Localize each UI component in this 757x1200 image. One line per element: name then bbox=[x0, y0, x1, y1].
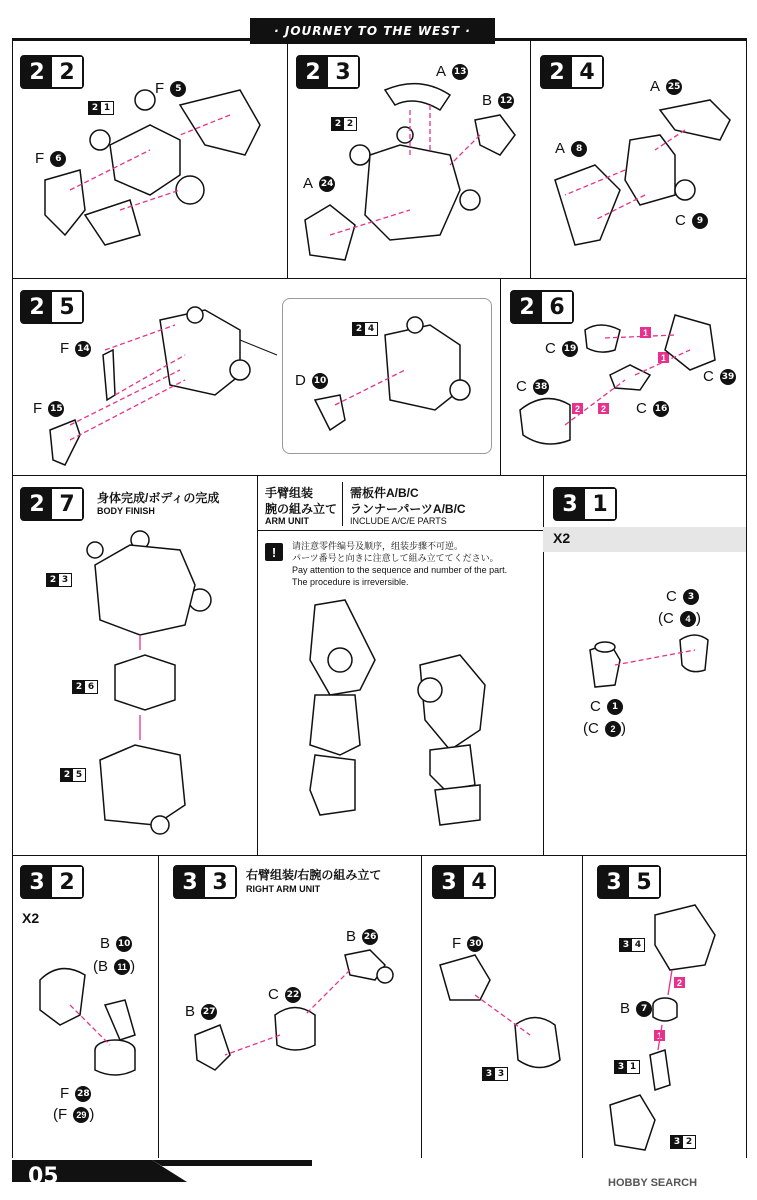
arm-title-jp: 腕の組み立て bbox=[265, 502, 338, 516]
warning-icon: ! bbox=[265, 543, 283, 561]
part-number: 7 bbox=[636, 1001, 652, 1017]
divider bbox=[12, 38, 13, 1158]
step-digit: 3 bbox=[175, 867, 205, 897]
quantity-x2: X2 bbox=[22, 910, 40, 926]
part-number: 26 bbox=[362, 929, 378, 945]
divider bbox=[158, 855, 159, 1158]
part-number: 4 bbox=[680, 611, 696, 627]
part-letter: A bbox=[436, 63, 447, 80]
part-label-f28 bbox=[60, 1085, 91, 1102]
part-letter: D bbox=[295, 372, 306, 389]
step-digit: 2 bbox=[22, 57, 52, 87]
part-number: 27 bbox=[201, 1004, 217, 1020]
ref-digit: 2 bbox=[332, 118, 344, 130]
part-letter: C bbox=[666, 588, 677, 605]
part-number: 3 bbox=[683, 589, 699, 605]
part-number: 10 bbox=[116, 936, 132, 952]
step-27-title: 身体完成/ボディの完成 bbox=[97, 491, 220, 505]
part-number: 24 bbox=[319, 176, 335, 192]
paren-close: ) bbox=[696, 610, 701, 627]
step-32-illustration bbox=[30, 960, 155, 1080]
part-letter: B bbox=[100, 935, 111, 952]
ref-digit: 3 bbox=[620, 939, 632, 951]
part-letter: A bbox=[650, 78, 661, 95]
part-letter: (B bbox=[93, 958, 108, 975]
part-letter: F bbox=[35, 150, 45, 167]
step-27-subtitle: BODY FINISH bbox=[97, 506, 155, 516]
step-digit: 3 bbox=[555, 489, 585, 519]
part-letter: C bbox=[516, 378, 527, 395]
part-number: 12 bbox=[498, 93, 514, 109]
step-digit: 7 bbox=[52, 489, 82, 519]
part-label-a25 bbox=[650, 78, 682, 95]
divider bbox=[421, 855, 422, 1158]
part-number: 6 bbox=[50, 151, 66, 167]
step-24-illustration bbox=[545, 95, 740, 260]
part-letter: (F bbox=[53, 1106, 68, 1123]
part-number: 1 bbox=[607, 699, 623, 715]
arm-need-jp: ランナーパーツA/B/C bbox=[350, 502, 466, 516]
part-number: 19 bbox=[562, 341, 578, 357]
step-35-badge bbox=[597, 865, 661, 899]
hobby-search-logo: HOBBY SEARCH bbox=[608, 1177, 698, 1189]
divider bbox=[530, 41, 531, 278]
part-letter: F bbox=[60, 1085, 70, 1102]
step-22-illustration bbox=[30, 85, 280, 255]
part-letter: B bbox=[185, 1003, 196, 1020]
order-marker: 2 bbox=[598, 403, 609, 414]
part-number: 39 bbox=[720, 369, 736, 385]
step-digit: 2 bbox=[22, 292, 52, 322]
detail-illustration bbox=[310, 310, 480, 440]
order-marker: 1 bbox=[654, 1030, 665, 1041]
part-number: 15 bbox=[48, 401, 64, 417]
part-number: 29 bbox=[73, 1107, 89, 1123]
ref-digit: 2 bbox=[353, 323, 365, 335]
arm-illustration bbox=[300, 600, 500, 835]
step-25-illustration bbox=[45, 300, 285, 470]
arm-title-cn: 手臂组装 bbox=[265, 486, 314, 500]
step-digit: 3 bbox=[205, 867, 235, 897]
arm-notice-en1: Pay attention to the sequence and number of the part. bbox=[292, 565, 508, 575]
step-24-badge bbox=[540, 55, 604, 89]
step-33-title: 右臂组装/右腕の組み立て bbox=[246, 868, 382, 882]
paren-close: ) bbox=[89, 1106, 95, 1123]
arm-need-en: INCLUDE A/C/E PARTS bbox=[350, 516, 447, 526]
step-27-illustration bbox=[85, 525, 215, 850]
part-number: 8 bbox=[571, 141, 587, 157]
step-digit: 4 bbox=[464, 867, 494, 897]
step-digit: 2 bbox=[52, 57, 82, 87]
ref-digit: 2 bbox=[89, 102, 101, 114]
step-31-badge bbox=[553, 487, 617, 521]
header-title: · JOURNEY TO THE WEST · bbox=[250, 18, 495, 44]
divider bbox=[12, 855, 747, 856]
order-marker: 2 bbox=[674, 977, 685, 988]
part-label-b10 bbox=[100, 935, 132, 952]
step-22-badge bbox=[20, 55, 84, 89]
step-digit: 2 bbox=[52, 867, 82, 897]
step-33-badge bbox=[173, 865, 237, 899]
divider bbox=[257, 475, 258, 855]
step-27-badge bbox=[20, 487, 84, 521]
part-number: 10 bbox=[312, 373, 328, 389]
divider bbox=[500, 278, 501, 475]
step-33-illustration bbox=[185, 945, 415, 1085]
divider bbox=[12, 278, 747, 279]
step-ref-23 bbox=[46, 573, 72, 587]
step-32-badge bbox=[20, 865, 84, 899]
step-digit: 4 bbox=[572, 57, 602, 87]
part-number: 2 bbox=[605, 721, 621, 737]
arm-notice-en2: The procedure is irreversible. bbox=[292, 577, 409, 587]
step-digit: 2 bbox=[298, 57, 328, 87]
part-letter: C bbox=[590, 698, 601, 715]
step-34-illustration bbox=[430, 955, 580, 1095]
divider bbox=[582, 855, 583, 1158]
part-number: 13 bbox=[452, 64, 468, 80]
step-ref-25 bbox=[60, 768, 86, 782]
divider bbox=[258, 530, 543, 531]
part-letter: B bbox=[620, 1000, 631, 1017]
part-label-b26 bbox=[346, 928, 378, 945]
part-number: 11 bbox=[114, 959, 130, 975]
part-letter: C bbox=[268, 986, 279, 1003]
arm-notice-cn: 请注意零件编号及顺序，组装步骤不可逆。 bbox=[292, 541, 464, 551]
step-digit: 2 bbox=[542, 57, 572, 87]
part-number: 25 bbox=[666, 79, 682, 95]
ref-digit: 2 bbox=[685, 1137, 693, 1147]
step-digit: 3 bbox=[599, 867, 629, 897]
part-number: 9 bbox=[692, 213, 708, 229]
part-number: 38 bbox=[533, 379, 549, 395]
part-number: 16 bbox=[653, 401, 669, 417]
ref-digit: 4 bbox=[634, 940, 642, 950]
ref-digit: 3 bbox=[671, 1136, 683, 1148]
divider bbox=[342, 482, 343, 526]
arm-title-en: ARM UNIT bbox=[265, 516, 309, 526]
ref-digit: 5 bbox=[75, 770, 83, 780]
part-label-f30 bbox=[452, 935, 483, 952]
part-letter: (C bbox=[583, 720, 599, 737]
step-digit: 1 bbox=[585, 489, 615, 519]
part-letter: F bbox=[155, 80, 165, 97]
ref-digit: 3 bbox=[483, 1068, 495, 1080]
step-digit: 3 bbox=[434, 867, 464, 897]
divider bbox=[746, 38, 747, 1158]
page-number: 05 bbox=[28, 1164, 59, 1189]
ref-digit: 2 bbox=[73, 681, 85, 693]
ref-digit: 3 bbox=[61, 575, 69, 585]
paren-close: ) bbox=[130, 958, 136, 975]
order-marker: 2 bbox=[572, 403, 583, 414]
part-number: 14 bbox=[75, 341, 91, 357]
part-letter: C bbox=[545, 340, 556, 357]
order-marker: 1 bbox=[658, 352, 669, 363]
step-digit: 2 bbox=[22, 489, 52, 519]
part-letter: B bbox=[346, 928, 357, 945]
part-label-c1 bbox=[590, 698, 623, 715]
part-letter: F bbox=[60, 340, 70, 357]
part-letter: C bbox=[703, 368, 714, 385]
step-23-illustration bbox=[300, 75, 525, 265]
step-33-subtitle: RIGHT ARM UNIT bbox=[246, 884, 321, 894]
step-digit: 5 bbox=[629, 867, 659, 897]
part-letter: C bbox=[675, 212, 686, 229]
step-digit: 6 bbox=[542, 292, 572, 322]
ref-digit: 1 bbox=[629, 1062, 637, 1072]
order-marker: 1 bbox=[640, 327, 651, 338]
part-letter: (C bbox=[658, 610, 674, 627]
step-digit: 3 bbox=[22, 867, 52, 897]
arm-need-cn: 需板件A/B/C bbox=[350, 486, 419, 500]
part-number: 30 bbox=[467, 936, 483, 952]
part-number: 22 bbox=[285, 987, 301, 1003]
ref-digit: 3 bbox=[497, 1069, 505, 1079]
step-35-illustration bbox=[600, 905, 740, 1155]
part-label-c2 bbox=[583, 720, 626, 737]
part-label-c3 bbox=[666, 588, 699, 605]
ref-digit: 6 bbox=[87, 682, 95, 692]
part-letter: F bbox=[33, 400, 43, 417]
ref-digit: 2 bbox=[346, 119, 354, 129]
step-26-illustration bbox=[515, 310, 740, 460]
ref-digit: 2 bbox=[61, 769, 73, 781]
arm-notice-jp: パーツ番号と向きに注意して組み立ててください。 bbox=[292, 553, 499, 563]
part-number: 5 bbox=[170, 81, 186, 97]
ref-digit: 1 bbox=[103, 103, 111, 113]
part-letter: A bbox=[303, 175, 314, 192]
ref-digit: 3 bbox=[615, 1061, 627, 1073]
part-letter: A bbox=[555, 140, 566, 157]
step-34-badge bbox=[432, 865, 496, 899]
step-digit: 3 bbox=[328, 57, 358, 87]
ref-digit: 2 bbox=[47, 574, 59, 586]
part-letter: B bbox=[482, 92, 493, 109]
part-letter: F bbox=[452, 935, 462, 952]
x2-banner bbox=[543, 527, 746, 552]
divider bbox=[287, 41, 288, 278]
step-digit: 5 bbox=[52, 292, 82, 322]
part-label-f29 bbox=[53, 1106, 94, 1123]
paren-close: ) bbox=[621, 720, 626, 737]
divider bbox=[12, 475, 747, 476]
step-digit: 2 bbox=[512, 292, 542, 322]
step-31-illustration bbox=[580, 625, 720, 695]
quantity-x2: X2 bbox=[553, 530, 571, 546]
part-number: 28 bbox=[75, 1086, 91, 1102]
part-letter: C bbox=[636, 400, 647, 417]
ref-digit: 4 bbox=[367, 324, 375, 334]
